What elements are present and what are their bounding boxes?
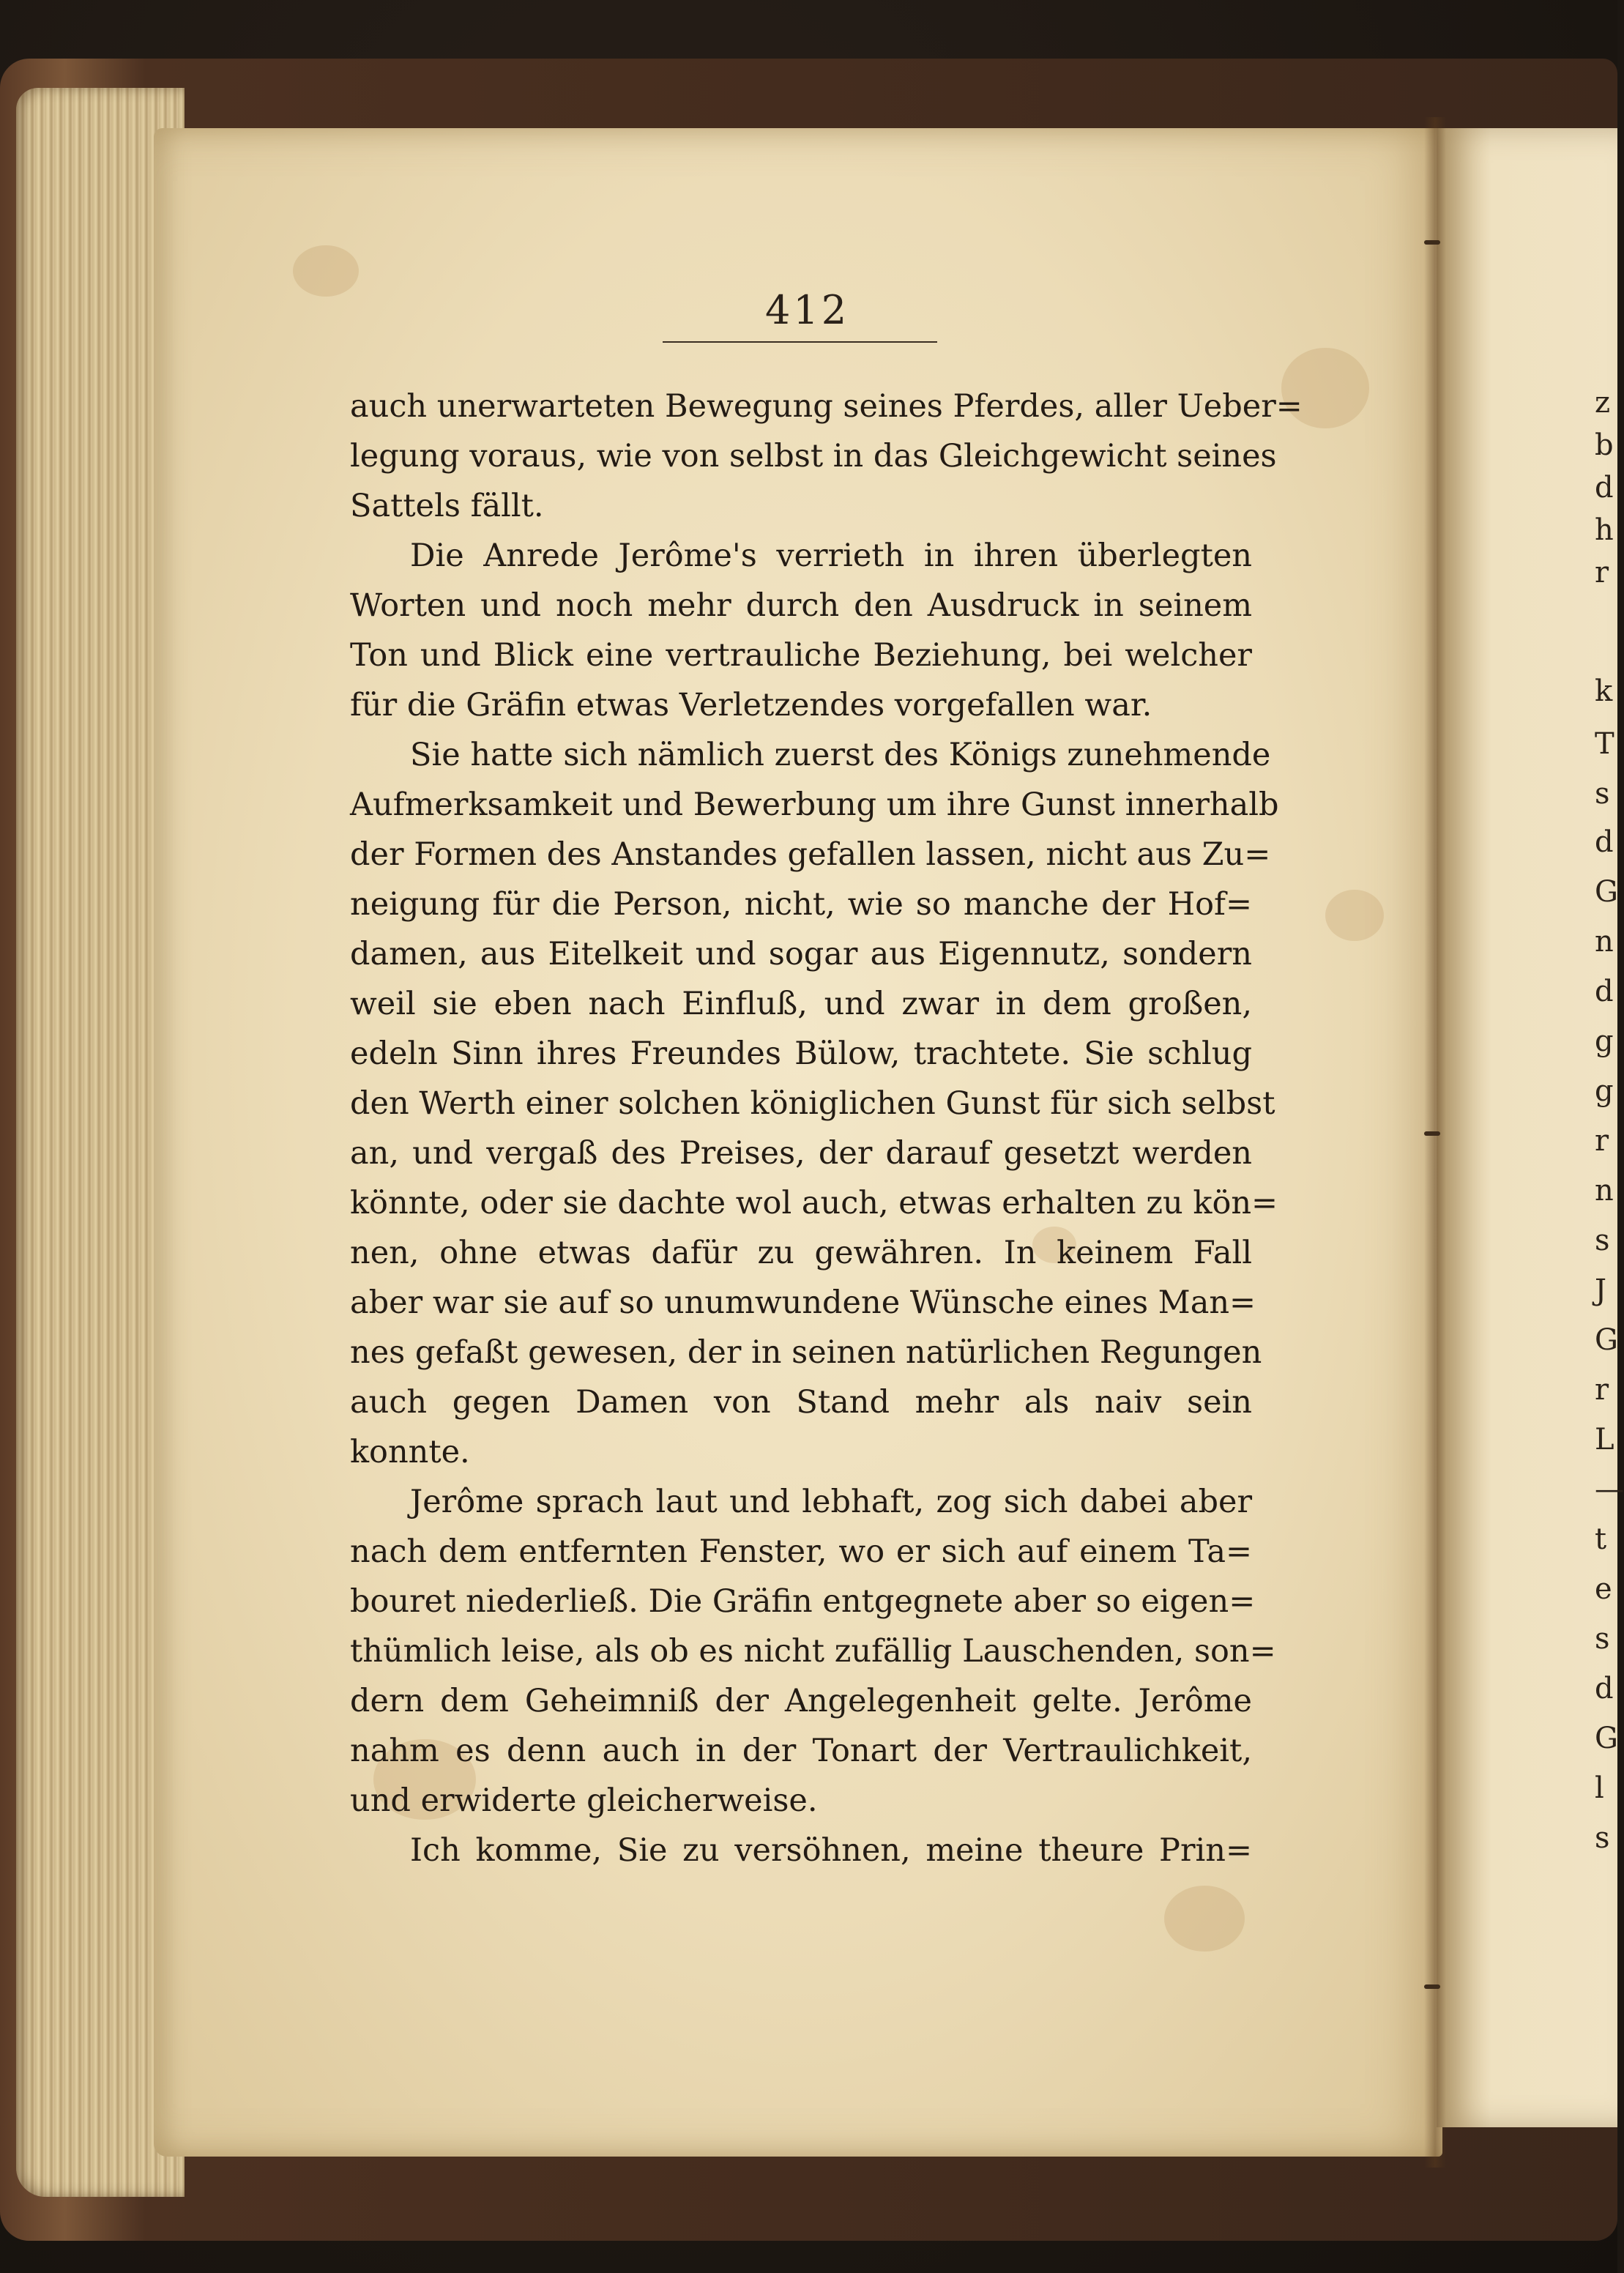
text-line: nahm es denn auch in der Tonart der Vertraulichkeit,: [350, 1733, 1252, 1769]
text-line: auch gegen Damen von Stand mehr als naiv sein: [350, 1384, 1252, 1421]
facing-letter: g: [1595, 1074, 1614, 1108]
text-line: nes gefaßt gewesen, der in seinen natürlichen Regungen: [350, 1334, 1262, 1371]
text-line: Ton und Blick eine vertrauliche Beziehung, bei welcher: [350, 637, 1252, 674]
facing-letter: r: [1595, 556, 1609, 589]
facing-page-edge: [1437, 128, 1617, 2127]
facing-letter: s: [1595, 1821, 1610, 1855]
header-rule: [663, 341, 937, 343]
facing-letter: d: [1595, 975, 1614, 1008]
binding-thread: [1424, 1131, 1440, 1136]
facing-letter: s: [1595, 1622, 1610, 1656]
facing-letter: d: [1595, 471, 1614, 505]
book-gutter: [1424, 117, 1446, 2168]
facing-letter: d: [1595, 825, 1614, 859]
facing-letter: r: [1595, 1124, 1609, 1158]
facing-letter: T: [1595, 727, 1614, 761]
text-line: Jerôme sprach laut und lebhaft, zog sich dabei aber: [410, 1484, 1252, 1520]
facing-letter: n: [1595, 925, 1614, 959]
facing-letter: L: [1595, 1423, 1614, 1457]
text-line: Sattels fällt.: [350, 488, 544, 524]
text-line: aber war sie auf so unumwundene Wünsche eines Man=: [350, 1284, 1256, 1321]
text-line: nach dem entfernten Fenster, wo er sich auf einem Ta=: [350, 1533, 1252, 1570]
facing-letter: —: [1595, 1473, 1624, 1506]
facing-letter: r: [1595, 1373, 1609, 1407]
facing-letter: g: [1595, 1024, 1614, 1058]
page-number: 412: [765, 287, 850, 333]
facing-letter: s: [1595, 777, 1610, 811]
text-line: für die Gräfin etwas Verletzendes vorgefallen war.: [350, 687, 1152, 723]
text-line: nen, ohne etwas dafür zu gewähren. In keinem Fall: [350, 1235, 1252, 1271]
text-line: könnte, oder sie dachte wol auch, etwas erhalten zu kön=: [350, 1185, 1278, 1221]
text-line: und erwiderte gleicherweise.: [350, 1782, 818, 1819]
facing-letter: b: [1595, 428, 1614, 462]
text-line: an, und vergaß des Preises, der darauf gesetzt werden: [350, 1135, 1252, 1172]
text-line: Ich komme, Sie zu versöhnen, meine theure Prin=: [410, 1832, 1252, 1869]
facing-letter: k: [1595, 674, 1613, 708]
facing-letter: G: [1595, 1722, 1618, 1755]
facing-letter: G: [1595, 1323, 1618, 1357]
text-line: auch unerwarteten Bewegung seines Pferdes, aller Ueber=: [350, 388, 1303, 425]
binding-thread: [1424, 1984, 1440, 1989]
text-line: der Formen des Anstandes gefallen lassen, nicht aus Zu=: [350, 836, 1271, 873]
text-line: Sie hatte sich nämlich zuerst des Königs zunehmende: [410, 737, 1271, 773]
text-line: Die Anrede Jerôme's verrieth in ihren überlegten: [410, 537, 1252, 574]
facing-letter: l: [1595, 1771, 1604, 1805]
text-line: Worten und noch mehr durch den Ausdruck in seinem: [350, 587, 1252, 624]
text-line: edeln Sinn ihres Freundes Bülow, trachtete. Sie schlug: [350, 1035, 1252, 1072]
text-line: legung voraus, wie von selbst in das Gleichgewicht seines: [350, 438, 1277, 475]
facing-letter: z: [1595, 386, 1611, 420]
facing-letter: s: [1595, 1224, 1610, 1257]
facing-letter: G: [1595, 875, 1618, 909]
text-line: den Werth einer solchen königlichen Gunst für sich selbst: [350, 1085, 1275, 1122]
text-line: bouret niederließ. Die Gräfin entgegnete aber so eigen=: [350, 1583, 1256, 1620]
text-line: dern dem Geheimniß der Angelegenheit gelte. Jerôme: [350, 1683, 1252, 1719]
facing-letter: d: [1595, 1672, 1614, 1705]
text-line: damen, aus Eitelkeit und sogar aus Eigennutz, sondern: [350, 936, 1252, 972]
facing-letter: e: [1595, 1572, 1612, 1606]
text-line: thümlich leise, als ob es nicht zufällig Lauschenden, son=: [350, 1633, 1276, 1670]
text-line: konnte.: [350, 1434, 470, 1470]
binding-thread: [1424, 240, 1440, 245]
text-line: neigung für die Person, nicht, wie so manche der Hof=: [350, 886, 1252, 923]
facing-letter: t: [1595, 1522, 1607, 1556]
facing-letter: h: [1595, 513, 1614, 547]
facing-letter: n: [1595, 1174, 1614, 1208]
text-line: weil sie eben nach Einfluß, und zwar in dem großen,: [350, 986, 1252, 1022]
text-line: Aufmerksamkeit und Bewerbung um ihre Gunst innerhalb: [350, 786, 1279, 823]
facing-letter: J: [1595, 1273, 1607, 1307]
